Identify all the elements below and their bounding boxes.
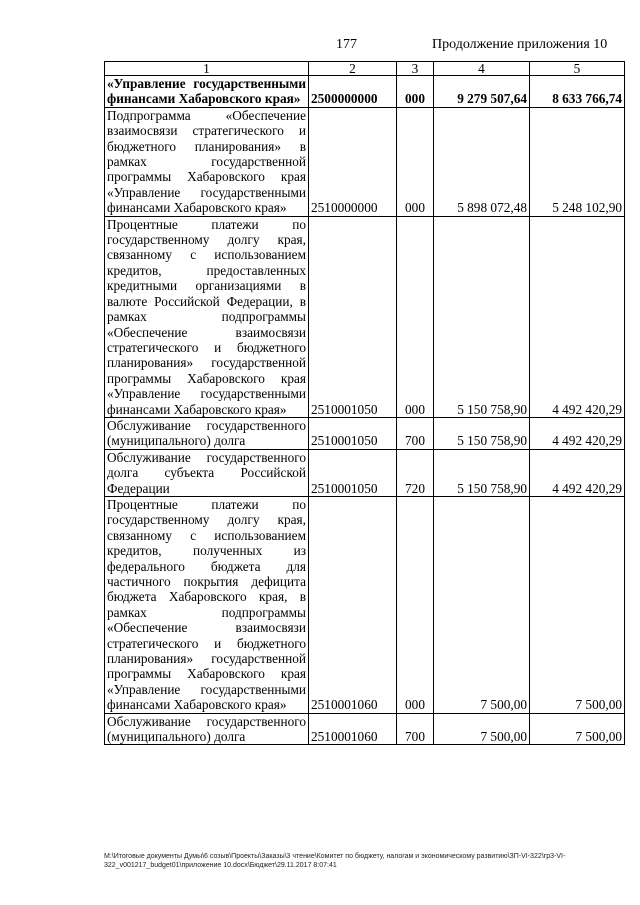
column-number-row [105, 62, 625, 76]
table-row [105, 216, 625, 417]
amount-year-2: 8 633 766,74 [530, 76, 625, 108]
target-article-code: 2510001050 [309, 449, 397, 496]
table-row [105, 449, 625, 496]
row-description: Процентные платежи по государственному долгу края, связанному с использованием кредитов, полученных из федерального бюджета для частичного покрытия дефицита бюджета Хабаровского края, в рамках подпрограммы «Обеспечение взаимосвязи стратегического и бюджетного планирования» государственной программы Хабаровского края «Управление государственными финансами Хабаровского края» [105, 496, 309, 713]
expense-type-code: 700 [397, 713, 434, 745]
column-number: 4 [434, 62, 530, 76]
target-article-code: 2510001060 [309, 713, 397, 745]
amount-year-1: 5 898 072,48 [434, 107, 530, 216]
appendix-continuation-label: Продолжение приложения 10 [432, 37, 608, 52]
table-row [105, 417, 625, 449]
row-description: Обслуживание государственного долга субъекта Российской Федерации [105, 449, 309, 496]
budget-table [104, 61, 625, 745]
expense-type-code: 000 [397, 496, 434, 713]
expense-type-code: 000 [397, 216, 434, 417]
expense-type-code: 700 [397, 417, 434, 449]
amount-year-2: 7 500,00 [530, 496, 625, 713]
amount-year-1: 5 150 758,90 [434, 417, 530, 449]
amount-year-2: 4 492 420,29 [530, 449, 625, 496]
expense-type-code: 720 [397, 449, 434, 496]
amount-year-1: 7 500,00 [434, 496, 530, 713]
target-article-code: 2510000000 [309, 107, 397, 216]
column-number: 3 [397, 62, 434, 76]
amount-year-1: 5 150 758,90 [434, 449, 530, 496]
target-article-code: 2510001050 [309, 417, 397, 449]
amount-year-2: 4 492 420,29 [530, 417, 625, 449]
table-row [105, 107, 625, 216]
row-description: Обслуживание государственного (муниципального) долга [105, 713, 309, 745]
target-article-code: 2500000000 [309, 76, 397, 108]
amount-year-1: 7 500,00 [434, 713, 530, 745]
table-row [105, 76, 625, 108]
row-description: Процентные платежи по государственному долгу края, связанному с использованием кредитов, предоставленных кредитными организациями в валюте Российской Федерации, в рамках подпрограммы «Обеспечение взаимосвязи стратегического и бюджетного планирования» государственной программы Хабаровского края «Управление государственными финансами Хабаровского края» [105, 216, 309, 417]
amount-year-1: 5 150 758,90 [434, 216, 530, 417]
row-description: Подпрограмма «Обеспечение взаимосвязи стратегического и бюджетного планирования» в рамках государственной программы Хабаровского края «Управление государственными финансами Хабаровского края» [105, 107, 309, 216]
column-number: 2 [309, 62, 397, 76]
amount-year-2: 4 492 420,29 [530, 216, 625, 417]
table-row [105, 496, 625, 713]
amount-year-1: 9 279 507,64 [434, 76, 530, 108]
target-article-code: 2510001050 [309, 216, 397, 417]
document-file-path: M:\Итоговые документы Думы\6 созыв\Проекты\Заказы\3 чтение\Комитет по бюджету, налогам и экономическому развитию\ЗП-VI-322\гр3-VI-322_v001217_budget01\приложение 10.docx\Бюджет\29.11.2017 8:07:41 [104, 853, 566, 869]
amount-year-2: 5 248 102,90 [530, 107, 625, 216]
expense-type-code: 000 [397, 107, 434, 216]
page-number: 177 [336, 37, 357, 52]
column-number: 5 [530, 62, 625, 76]
amount-year-2: 7 500,00 [530, 713, 625, 745]
target-article-code: 2510001060 [309, 496, 397, 713]
expense-type-code: 000 [397, 76, 434, 108]
row-description: «Управление государственными финансами Хабаровского края» [105, 76, 309, 108]
table-row [105, 713, 625, 745]
column-number: 1 [105, 62, 309, 76]
row-description: Обслуживание государственного (муниципального) долга [105, 417, 309, 449]
